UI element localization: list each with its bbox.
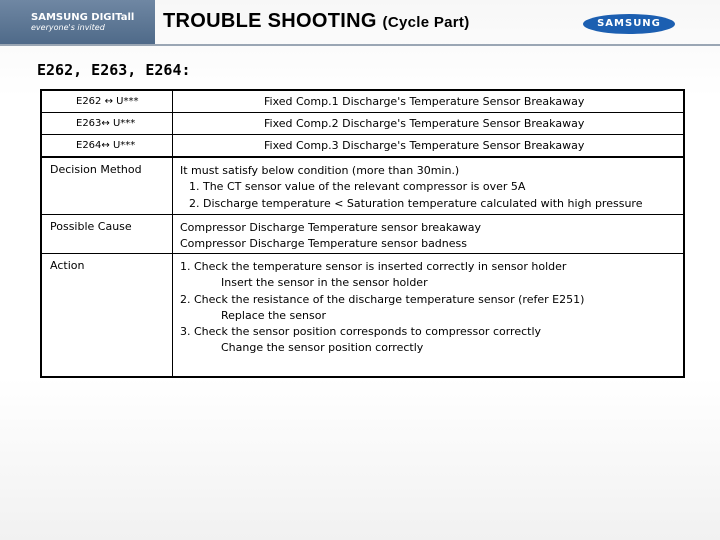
- slide-header: [0, 0, 720, 44]
- code-row-e262: [42, 91, 683, 113]
- action-line: 1. Check the temperature sensor is inserted correctly in sensor holder: [180, 260, 567, 273]
- code-cell: E264↔ U***: [42, 135, 173, 156]
- action-line: Insert the sensor in the sensor holder: [221, 276, 428, 290]
- decision-method-label: Decision Method: [42, 158, 173, 214]
- action-line: 3. Check the sensor position corresponds to compressor correctly: [180, 325, 542, 339]
- decision-method-row: [42, 158, 683, 215]
- possible-cause-body: [180, 220, 680, 253]
- title-main: TROUBLE SHOOTING: [163, 10, 377, 32]
- code-cell: E262 ↔ U***: [42, 91, 173, 112]
- action-row: [42, 254, 683, 376]
- cause-line: Compressor Discharge Temperature sensor breakaway: [180, 221, 482, 234]
- cause-line: Compressor Discharge Temperature sensor badness: [180, 237, 467, 251]
- samsung-logo: SAMSUNG: [583, 14, 675, 34]
- code-cell: E263↔ U***: [42, 113, 173, 134]
- action-label: Action: [42, 254, 173, 376]
- decision-line: It must satisfy below condition (more than 30min.): [180, 164, 460, 177]
- decision-line: 1. The CT sensor value of the relevant compressor is over 5A: [189, 180, 526, 194]
- possible-cause-row: [42, 215, 683, 254]
- title-sub: (Cycle Part): [382, 14, 470, 31]
- action-line: Replace the sensor: [221, 308, 327, 322]
- header-divider: [0, 44, 720, 46]
- page-title: [163, 10, 470, 33]
- code-description: Fixed Comp.2 Discharge's Temperature Sensor Breakaway: [264, 117, 585, 130]
- error-codes-title: E262, E263, E264:: [37, 61, 191, 79]
- code-description: Fixed Comp.1 Discharge's Temperature Sensor Breakaway: [264, 95, 585, 108]
- decision-line: 2. Discharge temperature < Saturation temperature calculated with high pressure: [189, 196, 643, 210]
- code-description: Fixed Comp.3 Discharge's Temperature Sensor Breakaway: [264, 139, 585, 152]
- samsung-digitall-logo: [0, 0, 155, 44]
- action-line: Change the sensor position correctly: [221, 341, 424, 355]
- possible-cause-label: Possible Cause: [42, 215, 173, 253]
- action-body: [180, 259, 680, 357]
- trouble-table: [40, 89, 685, 378]
- decision-method-body: [180, 163, 680, 212]
- code-row-e264: [42, 135, 683, 158]
- brand-left-line2: everyone's invited: [31, 23, 105, 32]
- action-line: 2. Check the resistance of the discharge temperature sensor (refer E251): [180, 292, 585, 306]
- code-row-e263: [42, 113, 683, 135]
- brand-left-line1: SAMSUNG DIGITall: [31, 12, 135, 23]
